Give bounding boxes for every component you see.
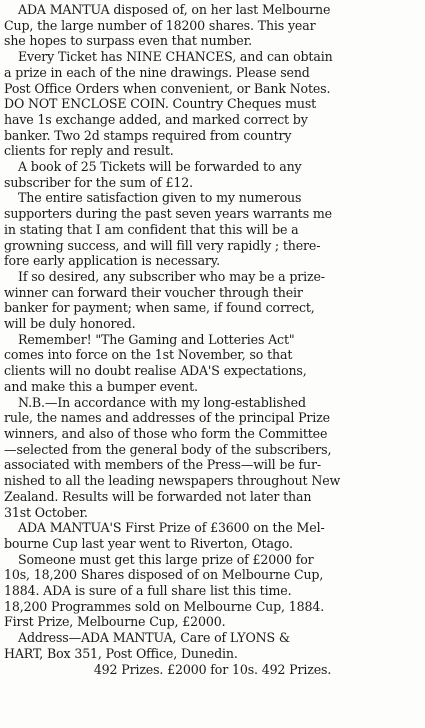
- text-line: 492 Prizes. £2000 for 10s. 492 Prizes.: [93, 661, 332, 677]
- text-line: clients for reply and result.: [4, 143, 174, 159]
- text-line: A book of 25 Tickets will be forwarded to any: [18, 159, 302, 175]
- gaming-act-paragraph: [4, 332, 421, 395]
- text-line: bourne Cup last year went to Riverton, Otago.: [4, 535, 293, 551]
- text-line: Address—ADA MANTUA, Care of LYONS &: [18, 630, 290, 646]
- text-line: have 1s exchange added, and marked correct by: [4, 111, 308, 127]
- text-line: winner can forward their voucher through their: [4, 284, 303, 300]
- text-line: Post Office Orders when convenient, or Bank Notes.: [4, 80, 331, 96]
- text-line: clients will no doubt realise ADA'S expectations,: [4, 363, 307, 379]
- text-line: growning success, and will fill very rapidly ; there-: [4, 237, 321, 253]
- text-line: a prize in each of the nine drawings. Please send: [4, 64, 310, 80]
- text-line: 10s, 18,200 Shares disposed of on Melbourne Cup,: [4, 567, 324, 583]
- text-line: she hopes to surpass even that number.: [4, 33, 252, 49]
- text-line: HART, Box 351, Post Office, Dunedin.: [4, 645, 238, 661]
- text-line: 1884. ADA is sure of a full share list this time.: [4, 583, 292, 599]
- text-line: 18,200 Programmes sold on Melbourne Cup, 1884.: [4, 598, 325, 614]
- first-prize-paragraph: [4, 520, 421, 551]
- text-line: —selected from the general body of the subscribers,: [4, 441, 332, 457]
- satisfaction-paragraph: [4, 190, 421, 269]
- text-line: winners, and also of those who form the Committee: [4, 425, 328, 441]
- text-line: N.B.—In accordance with my long-established: [18, 394, 306, 410]
- text-line: fore early application is necessary.: [4, 253, 220, 269]
- text-line: comes into force on the 1st November, so that: [4, 347, 293, 363]
- large-prize-paragraph: [4, 552, 421, 631]
- text-line: Someone must get this large prize of £2000 for: [18, 551, 314, 567]
- text-line: rule, the names and addresses of the principal Prize: [4, 410, 330, 426]
- text-line: ADA MANTUA'S First Prize of £3600 on the Mel-: [18, 520, 325, 536]
- ticket-book-paragraph: [4, 159, 421, 190]
- text-line: DO NOT ENCLOSE COIN. Country Cheques must: [4, 96, 317, 112]
- prize-winner-paragraph: [4, 269, 421, 332]
- text-line: nished to all the leading newspapers throughout New: [4, 473, 341, 489]
- text-line: Cup, the large number of 18200 shares. This year: [4, 17, 316, 33]
- ticket-chances-paragraph: [4, 49, 421, 159]
- text-line: subscriber for the sum of £12.: [4, 174, 193, 190]
- intro-paragraph: [4, 2, 421, 49]
- text-line: in stating that I am confident that this will be a: [4, 221, 299, 237]
- text-line: First Prize, Melbourne Cup, £2000.: [4, 614, 226, 630]
- address-paragraph: [4, 630, 421, 661]
- text-line: The entire satisfaction given to my numerous: [18, 190, 302, 206]
- text-line: supporters during the past seven years warrants me: [4, 206, 332, 222]
- text-line: will be duly honored.: [4, 316, 136, 332]
- text-line: Zealand. Results will be forwarded not later than: [4, 488, 312, 504]
- nb-paragraph: [4, 395, 421, 521]
- text-line: banker for payment; when same, if found correct,: [4, 300, 315, 316]
- text-line: associated with members of the Press—will be fur-: [4, 457, 321, 473]
- prizes-footer: [4, 662, 421, 678]
- text-line: ADA MANTUA disposed of, on her last Melbourne: [18, 2, 331, 17]
- text-line: 31st October.: [4, 504, 88, 520]
- text-line: and make this a bumper event.: [4, 378, 198, 394]
- text-line: banker. Two 2d stamps required from country: [4, 127, 292, 143]
- text-line: Every Ticket has NINE CHANCES, and can obtain: [18, 49, 333, 65]
- text-line: If so desired, any subscriber who may be a prize-: [18, 268, 325, 284]
- text-line: Remember! "The Gaming and Lotteries Act": [18, 331, 295, 347]
